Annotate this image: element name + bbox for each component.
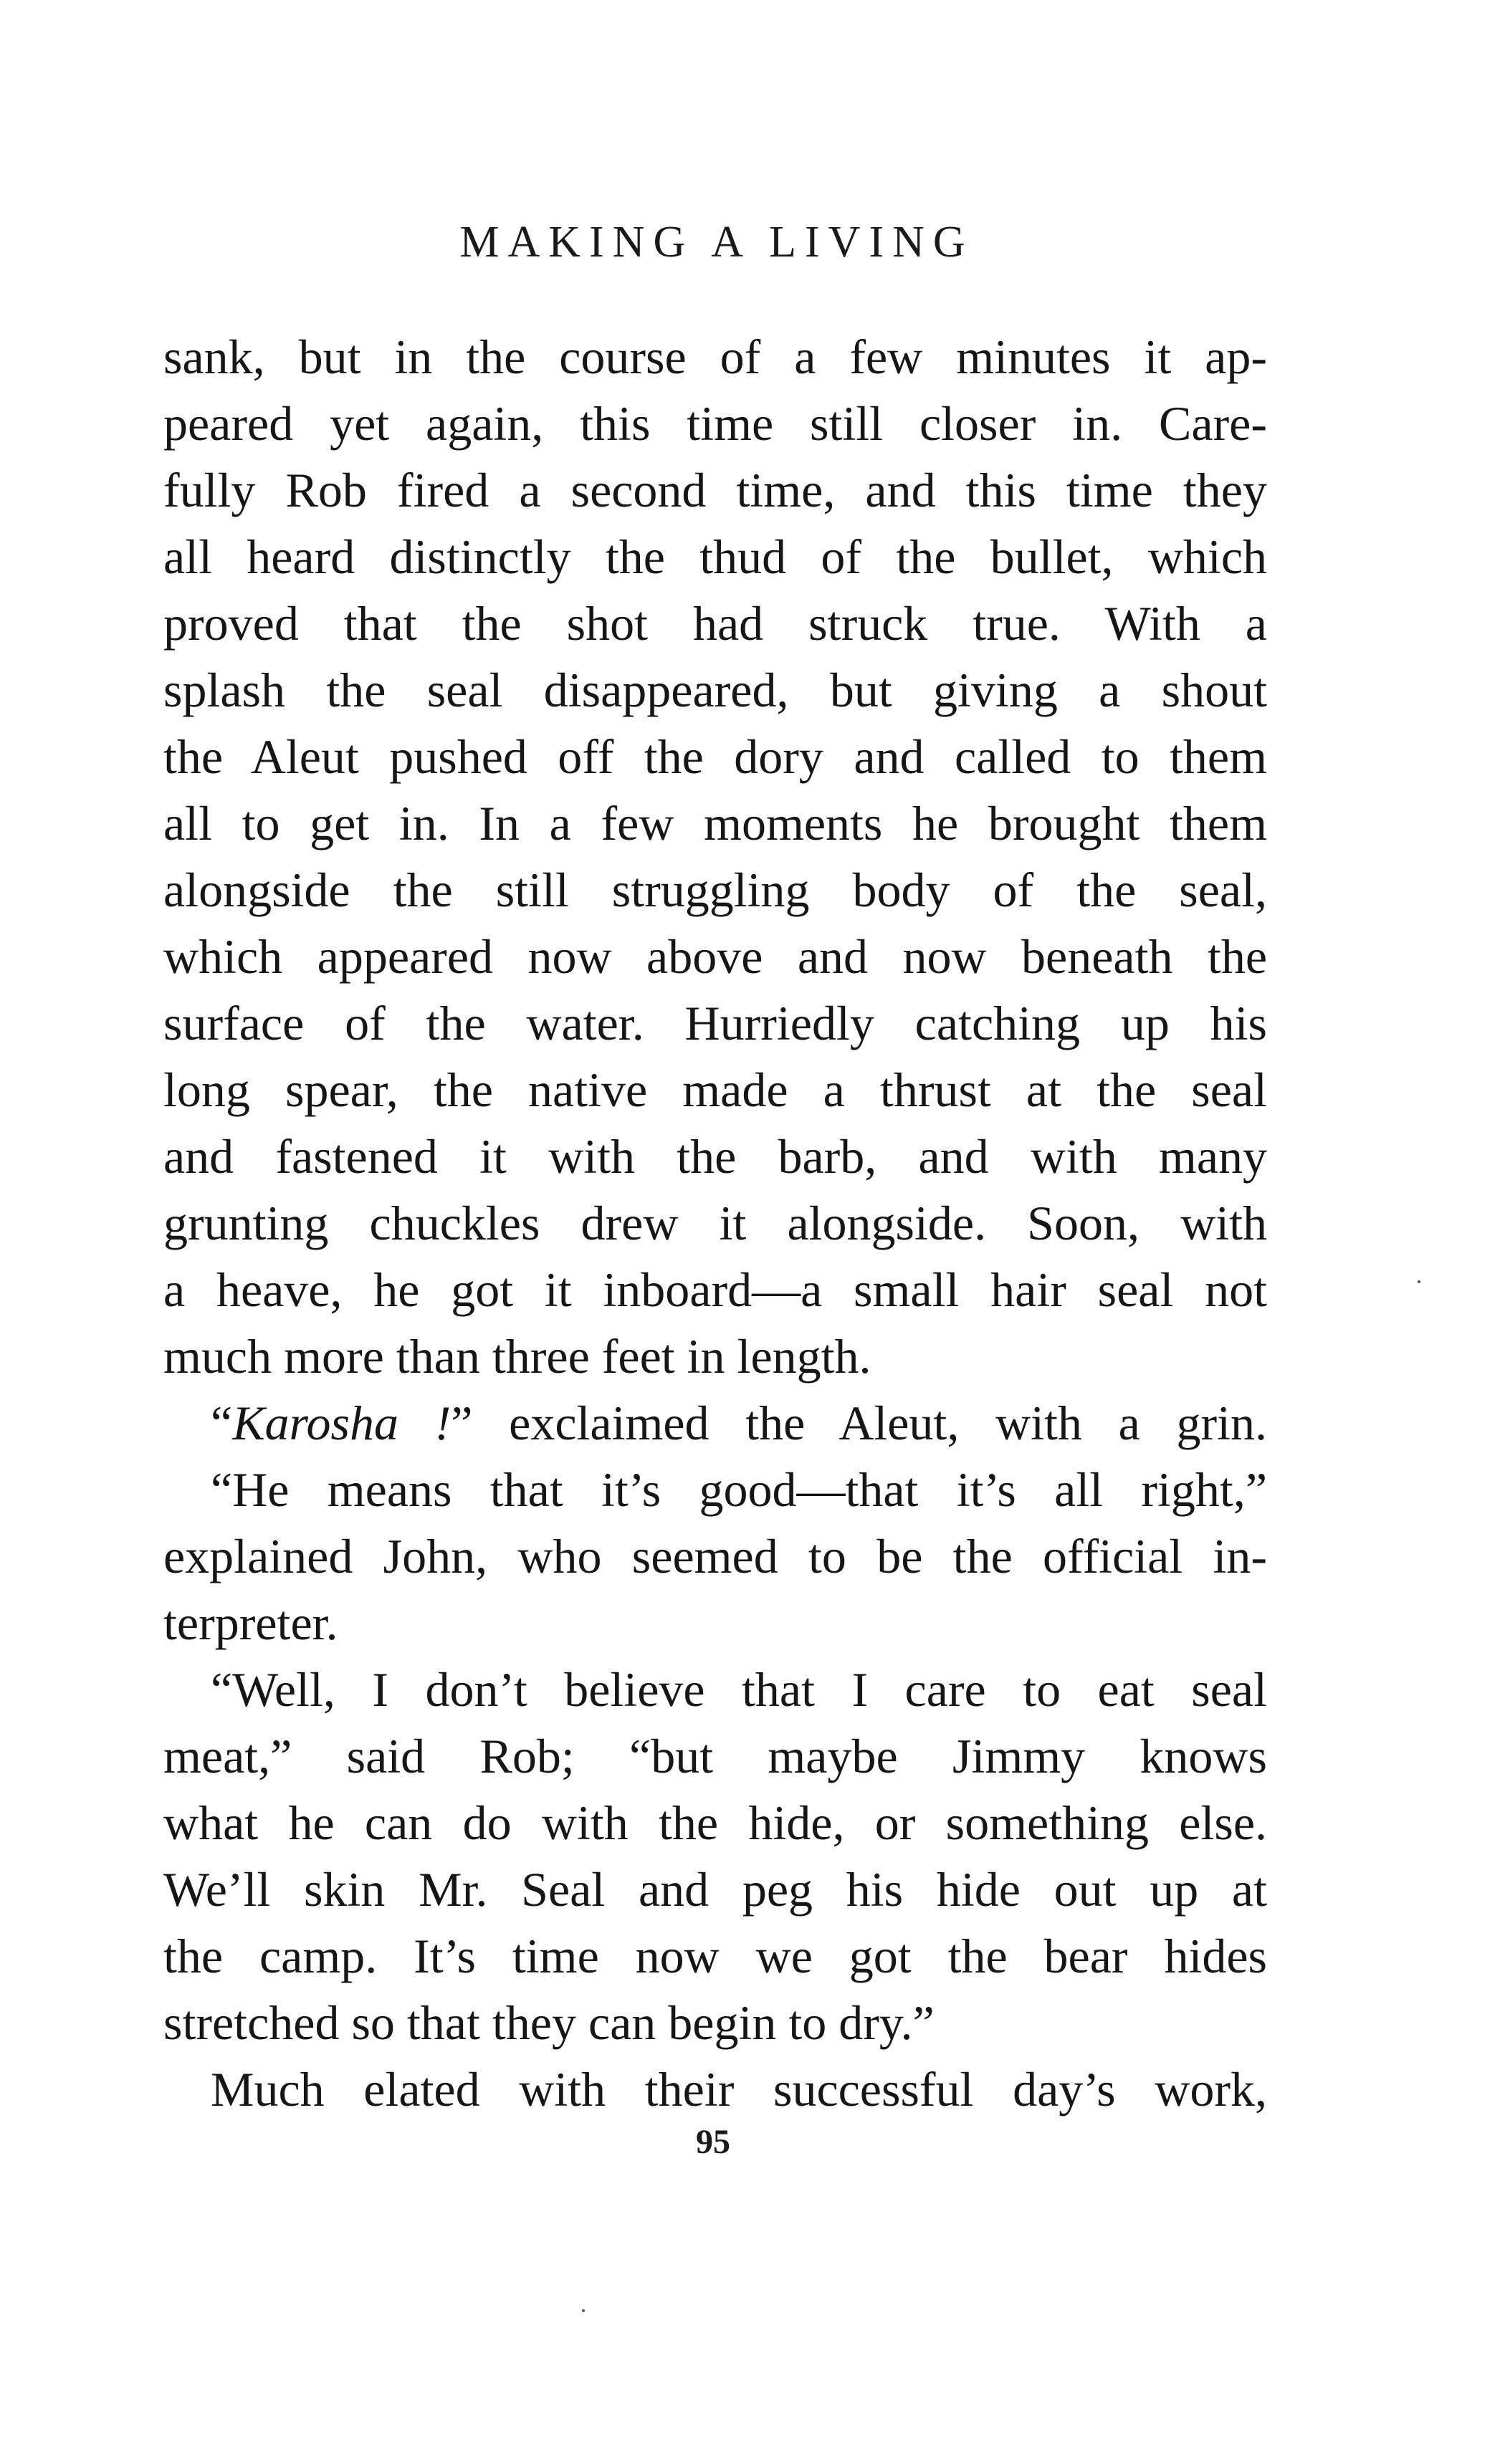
text-line: grunting chuckles drew it alongside. Soon, with: [163, 1196, 1267, 1250]
body-text: [163, 324, 1267, 2123]
text-line: alongside the still struggling body of the seal,: [163, 863, 1267, 917]
text-line: sank, but in the course of a few minutes it ap-: [163, 330, 1267, 384]
text-line: “He means that it’s good—that it’s all right,”: [211, 1462, 1267, 1517]
text-line: We’ll skin Mr. Seal and peg his hide out up at: [163, 1862, 1267, 1917]
text-line: and fastened it with the barb, and with many: [163, 1129, 1267, 1184]
running-head: MAKING A LIVING: [459, 218, 974, 267]
text-line: a heave, he got it inboard—a small hair seal not: [163, 1262, 1267, 1317]
text-line: Much elated with their successful day’s work,: [211, 2062, 1267, 2117]
aleut-word: Karosha !: [232, 1396, 452, 1450]
open-quote: “: [211, 1396, 233, 1450]
text-line: “Well, I don’t believe that I care to eat seal: [211, 1662, 1267, 1717]
text-line: all to get in. In a few moments he brought them: [163, 796, 1267, 850]
text-line: proved that the shot had struck true. With a: [163, 596, 1267, 651]
dialogue-line-karosha: [163, 1390, 1267, 1457]
text-line: explained John, who seemed to be the official in-: [163, 1529, 1267, 1583]
text-line: which appeared now above and now beneath the: [163, 929, 1267, 984]
text-line: all heard distinctly the thud of the bullet, which: [163, 529, 1267, 584]
text-line: the camp. It’s time now we got the bear hides: [163, 1929, 1267, 1983]
text-line: what he can do with the hide, or something else.: [163, 1796, 1267, 1850]
dialogue-rest: ” exclaimed the Aleut, with a grin.: [451, 1396, 1267, 1450]
text-line: meat,” said Rob; “but maybe Jimmy knows: [163, 1729, 1267, 1783]
text-line: surface of the water. Hurriedly catching up his: [163, 996, 1267, 1050]
page-number: 95: [696, 2123, 730, 2161]
text-line: fully Rob fired a second time, and this time they: [163, 463, 1267, 517]
text-line: splash the seal disappeared, but giving a shout: [163, 663, 1267, 717]
text-line: much more than three feet in length.: [163, 1329, 871, 1384]
text-line: terpreter.: [163, 1596, 338, 1650]
text-line: the Aleut pushed off the dory and called to them: [163, 729, 1267, 784]
print-speck: [582, 2309, 585, 2312]
text-line: peared yet again, this time still closer in. Care-: [163, 396, 1267, 451]
text-line: stretched so that they can begin to dry.”: [163, 1995, 935, 2050]
print-speck: [1418, 1280, 1420, 1283]
text-line: long spear, the native made a thrust at the seal: [163, 1063, 1267, 1117]
